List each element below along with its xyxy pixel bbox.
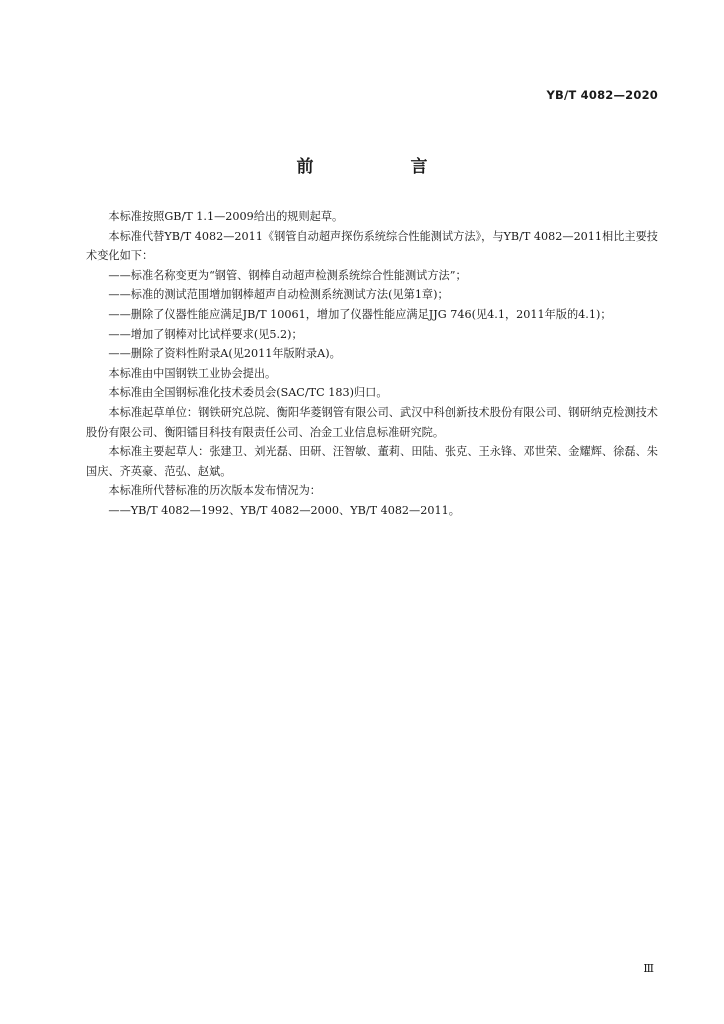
change-item: ——增加了钢棒对比试样要求(见5.2)； xyxy=(108,327,303,341)
paragraph-replacement: 本标准代替YB/T 4082—2011《钢管自动超声探伤系统综合性能测试方法》，与YB/T 4082—2011相比主要技术变化如下： xyxy=(86,229,658,263)
change-item: ——删除了仪器性能应满足JB/T 10061，增加了仪器性能应满足JJG 746(见4.1，2011年版的4.1)； xyxy=(108,307,612,321)
change-item: ——删除了资料性附录A(见2011年版附录A)。 xyxy=(108,347,341,361)
history-item: ——YB/T 4082—1992、YB/T 4082—2000、YB/T 4082—2011。 xyxy=(108,503,460,517)
page-title: 前 言 xyxy=(296,157,468,177)
paragraph-drafting-rules: 本标准按照GB/T 1.1—2009给出的规则起草。 xyxy=(108,210,344,223)
paragraph-drafting-units: 本标准起草单位：钢铁研究总院、衡阳华菱钢管有限公司、武汉中科创新技术股份有限公司、钢研纳克检测技术股份有限公司、衡阳镭目科技有限责任公司、冶金工业信息标准研究院。 xyxy=(86,405,658,439)
change-item: ——标准的测试范围增加钢棒超声自动检测系统测试方法(见第1章)； xyxy=(108,288,449,302)
standard-code: YB/T 4082—2020 xyxy=(546,88,658,102)
page-number: Ⅲ xyxy=(643,962,654,975)
paragraph-drafters: 本标准主要起草人：张建卫、刘光磊、田研、汪智敏、董莉、田陆、张克、王永锋、邓世荣、金耀辉、徐磊、朱国庆、齐英豪、范弘、赵斌。 xyxy=(86,445,658,478)
paragraph-proposer: 本标准由中国钢铁工业协会提出。 xyxy=(108,366,277,380)
change-item: ——标准名称变更为“钢管、钢棒自动超声检测系统综合性能测试方法”； xyxy=(108,268,467,282)
foreword-body xyxy=(86,207,658,521)
paragraph-history: 本标准所代替标准的历次版本发布情况为： xyxy=(108,484,321,498)
paragraph-committee: 本标准由全国钢标准化技术委员会(SAC/TC 183)归口。 xyxy=(108,386,388,400)
